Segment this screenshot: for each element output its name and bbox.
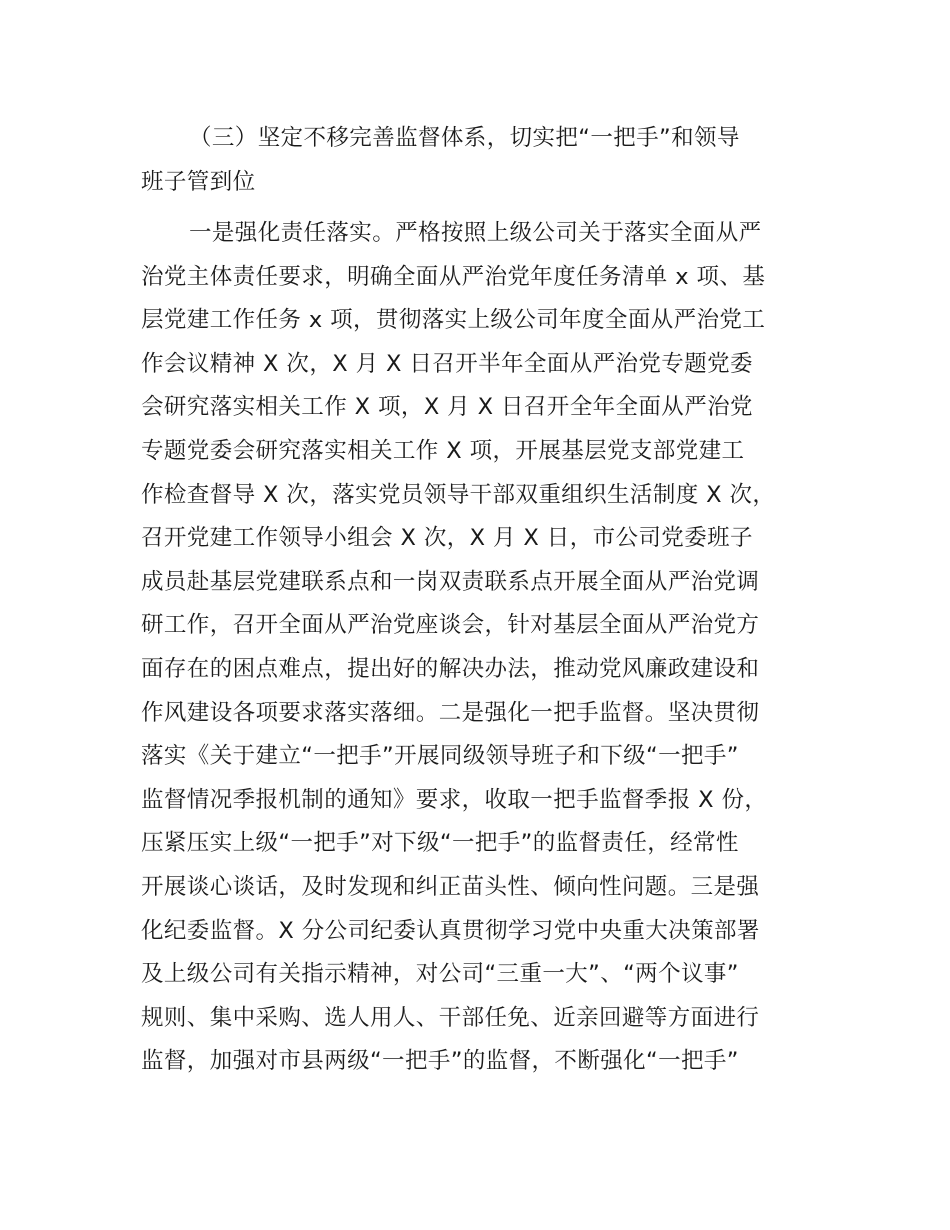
paragraph-line: 召开党建工作领导小组会 X 次，X 月 X 日，市公司党委班子 [141, 525, 753, 552]
paragraph-line: 研工作，召开全面从严治党座谈会，针对基层全面从严治党方 [141, 612, 760, 639]
paragraph-line: 层党建工作任务 x 项，贯彻落实上级公司年度全面从严治党工 [141, 307, 766, 334]
paragraph-line: 监督情况季报机制的通知》要求，收取一把手监督季报 X 份， [141, 786, 768, 813]
paragraph-line: 作检查督导 X 次，落实党员领导干部双重组织生活制度 X 次， [141, 481, 776, 508]
paragraph-line: 压紧压实上级“一把手”对下级“一把手”的监督责任，经常性 [141, 830, 739, 857]
body-paragraph [141, 212, 821, 1084]
paragraph-line: 规则、集中采购、选人用人、干部任免、近亲回避等方面进行 [141, 1004, 760, 1031]
paragraph-line: 面存在的困点难点，提出好的解决办法，推动党风廉政建设和 [141, 655, 760, 682]
paragraph-line: 开展谈心谈话，及时发现和纠正苗头性、倾向性问题。三是强 [141, 873, 760, 900]
paragraph-line: 成员赴基层党建联系点和一岗双责联系点开展全面从严治党调 [141, 568, 760, 595]
paragraph-line: 落实《关于建立“一把手”开展同级领导班子和下级“一把手” [141, 743, 739, 770]
paragraph-line: 作会议精神 X 次，X 月 X 日召开半年全面从严治党专题党委 [141, 350, 753, 377]
paragraph-line: 监督，加强对市县两级“一把手”的监督，不断强化“一把手” [141, 1048, 739, 1075]
paragraph-line: 一是强化责任落实。严格按照上级公司关于落实全面从严 [189, 220, 762, 246]
paragraph-line: 及上级公司有关指示精神，对公司“三重一大”、“两个议事” [141, 961, 739, 988]
section-heading [141, 117, 821, 204]
paragraph-line: 会研究落实相关工作 X 项，X 月 X 日召开全年全面从严治党 [141, 394, 753, 421]
paragraph-line: 专题党委会研究落实相关工作 X 项，开展基层党支部党建工 [141, 437, 745, 464]
paragraph-line: 治党主体责任要求，明确全面从严治党年度任务清单 x 项、基 [141, 263, 766, 290]
heading-line: 班子管到位 [141, 168, 256, 195]
heading-line: （三）坚定不移完善监督体系，切实把“一把手”和领导 [189, 125, 740, 151]
paragraph-line: 化纪委监督。X 分公司纪委认真贯彻学习党中央重大决策部署 [141, 917, 760, 944]
paragraph-line: 作风建设各项要求落实落细。二是强化一把手监督。坚决贯彻 [141, 699, 760, 726]
